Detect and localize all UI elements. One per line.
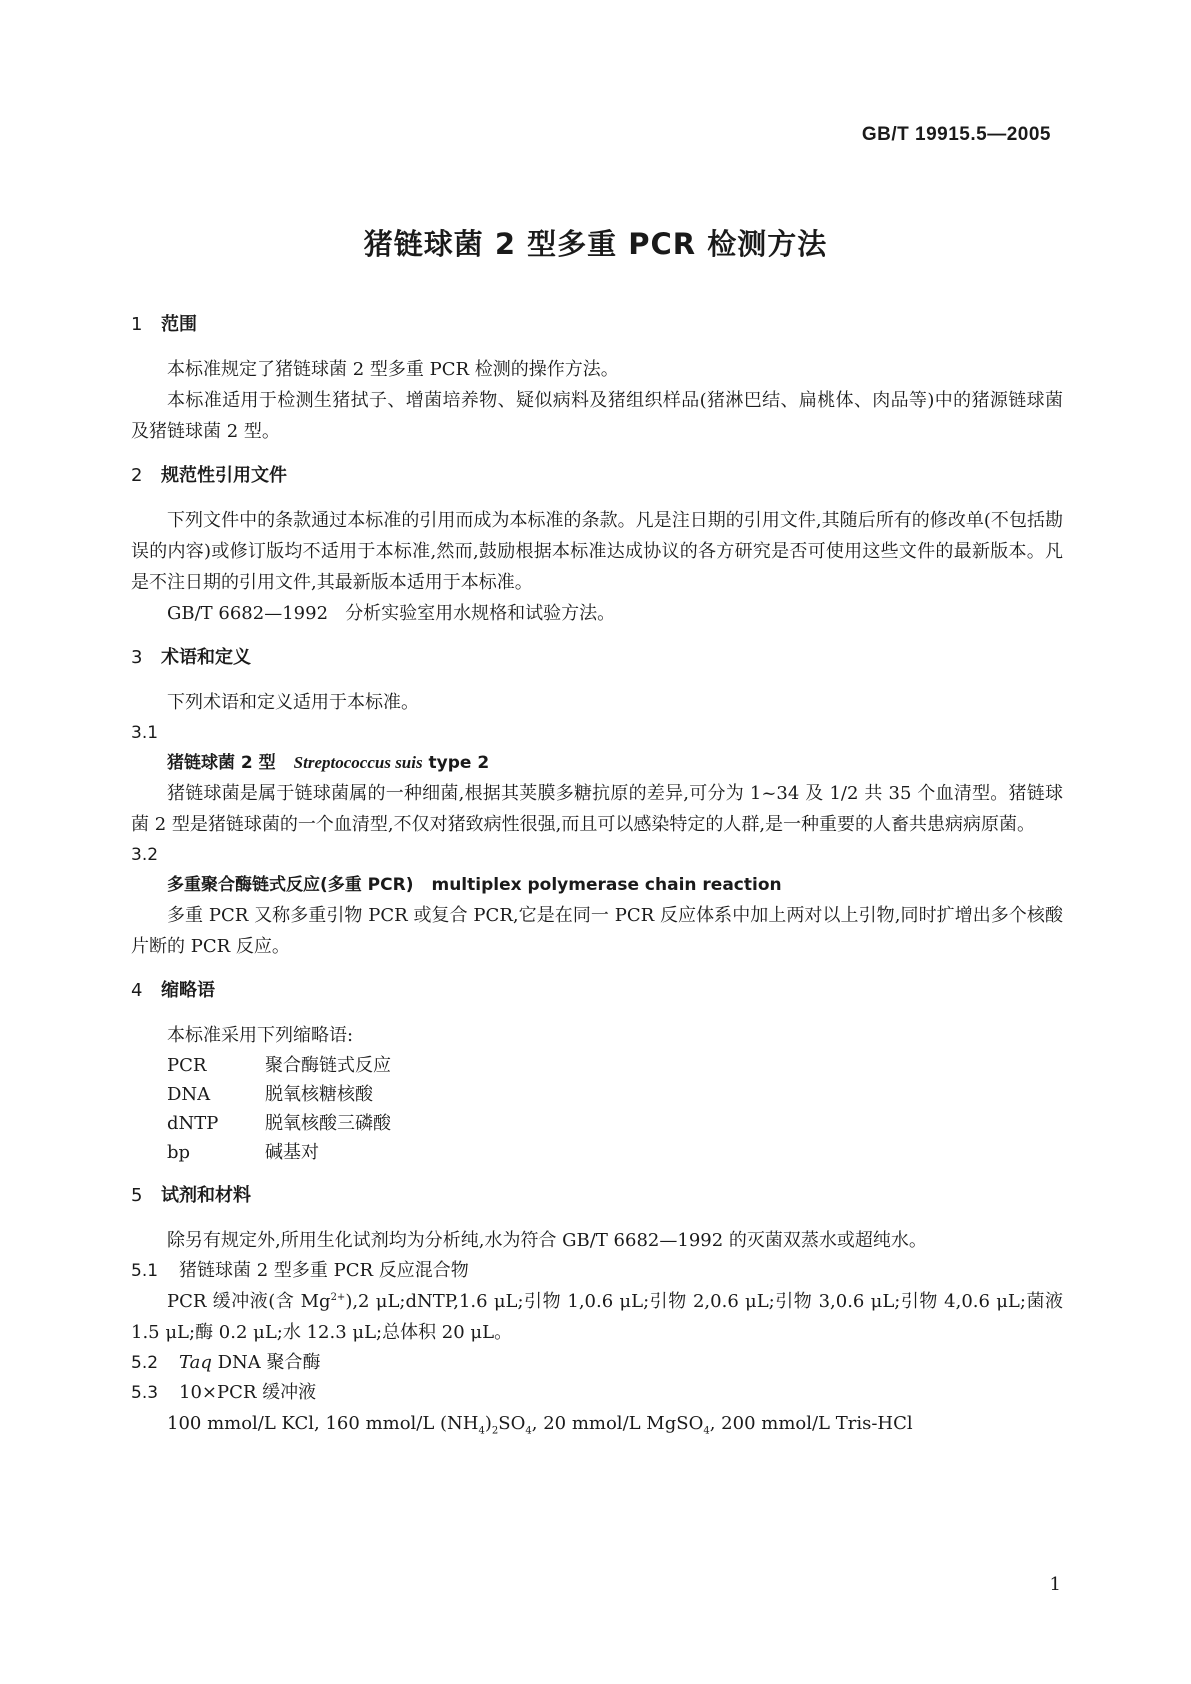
section-heading [131, 461, 1063, 491]
term-en [294, 753, 490, 773]
subclause-body [131, 1286, 1063, 1348]
term-title [131, 748, 1063, 778]
section-heading [131, 976, 1063, 1006]
term-number: 3.1 [131, 723, 159, 743]
term-en-rest: type 2 [428, 753, 490, 773]
document-body [131, 310, 1063, 1439]
subscript: 4 [525, 1425, 532, 1437]
reference-title: 分析实验室用水规格和试验方法。 [345, 603, 616, 624]
section-title: 规范性引用文件 [161, 465, 287, 486]
section-number: 5 [131, 1185, 143, 1206]
abbreviation-meaning: 脱氧核酸三磷酸 [265, 1113, 391, 1134]
text-run: SO [498, 1413, 526, 1434]
subscript: 4 [478, 1425, 485, 1437]
section-number: 3 [131, 647, 143, 668]
superscript: 2+ [330, 1292, 346, 1303]
section-title: 范围 [161, 314, 197, 335]
subclause-title: 猪链球菌 2 型多重 PCR 反应混合物 [179, 1260, 469, 1281]
term-definition: 猪链球菌是属于链球菌属的一种细菌,根据其荚膜多糖抗原的差异,可分为 1~34 及 1/2 共 35 个血清型。猪链球菌 2 型是猪链球菌的一个血清型,不仅对猪致病性很强,而且可以感染特定的人群,是一种重要的人畜共患病病原菌。 [131, 783, 1063, 835]
section-number: 1 [131, 314, 143, 335]
section-heading [131, 310, 1063, 340]
abbreviation-meaning: 聚合酶链式反应 [265, 1055, 391, 1076]
text-run: , 200 mmol/L Tris-HCl [709, 1413, 913, 1434]
abbreviation-meaning: 碱基对 [265, 1142, 319, 1163]
paragraph: 除另有规定外,所用生化试剂均为分析纯,水为符合 GB/T 6682—1992 的灭菌双蒸水或超纯水。 [167, 1230, 927, 1251]
term-zh: 猪链球菌 2 型 [167, 753, 276, 773]
abbreviation-row [131, 1138, 1063, 1167]
paragraph: 下列术语和定义适用于本标准。 [167, 692, 419, 713]
abbreviation-row [131, 1109, 1063, 1138]
subscript: 4 [703, 1425, 710, 1437]
term-definition: 多重 PCR 又称多重引物 PCR 或复合 PCR,它是在同一 PCR 反应体系中加上两对以上引物,同时扩增出多个核酸片断的 PCR 反应。 [131, 905, 1063, 957]
section-title: 缩略语 [161, 980, 215, 1001]
text-run: PCR 缓冲液(含 Mg [167, 1291, 331, 1312]
subclause-number: 5.2 [131, 1353, 159, 1373]
abbreviation: DNA [167, 1084, 211, 1105]
subclause-heading [131, 1348, 1063, 1378]
section-reagents [131, 1181, 1063, 1439]
subclause-heading [131, 1378, 1063, 1408]
abbreviation: dNTP [167, 1113, 219, 1134]
text-run: ) [484, 1413, 492, 1434]
term-en: multiplex polymerase chain reaction [431, 875, 782, 895]
paragraph: 本标准规定了猪链球菌 2 型多重 PCR 检测的操作方法。 [167, 359, 619, 380]
subscript: 2 [491, 1425, 499, 1437]
subclause-body [131, 1408, 1063, 1439]
paragraph: 本标准适用于检测生猪拭子、增菌培养物、疑似病料及猪组织样品(猪淋巴结、扁桃体、肉品等)中的猪源链球菌及猪链球菌 2 型。 [131, 390, 1063, 442]
section-normative-references [131, 461, 1063, 629]
page-number: 1 [1049, 1574, 1061, 1595]
reference-code: GB/T 6682—1992 [167, 603, 329, 624]
term-title [131, 870, 1063, 900]
subclause-title: DNA 聚合酶 [211, 1352, 321, 1373]
term-en-species: Streptococcus suis [293, 753, 423, 772]
subclause-title: 10×PCR 缓冲液 [179, 1382, 317, 1403]
abbreviation: bp [167, 1142, 191, 1163]
abbreviation-row [131, 1051, 1063, 1080]
paragraph: 下列文件中的条款通过本标准的引用而成为本标准的条款。凡是注日期的引用文件,其随后所有的修改单(不包括勘误的内容)或修订版均不适用于本标准,然而,鼓励根据本标准达成协议的各方研究是否可使用这些文件的最新版本。凡是不注日期的引用文件,其最新版本适用于本标准。 [131, 510, 1063, 593]
text-run: , 20 mmol/L MgSO [531, 1413, 704, 1434]
subclause-number: 5.3 [131, 1383, 159, 1403]
subclause-heading [131, 1256, 1063, 1286]
section-heading [131, 1181, 1063, 1211]
section-title: 术语和定义 [161, 647, 251, 668]
paragraph: 本标准采用下列缩略语: [167, 1025, 354, 1046]
term-zh: 多重聚合酶链式反应(多重 PCR) [167, 875, 414, 895]
abbreviation-row [131, 1080, 1063, 1109]
section-abbreviations [131, 976, 1063, 1167]
section-scope [131, 310, 1063, 447]
document-title: 猪链球菌 2 型多重 PCR 检测方法 [363, 227, 828, 261]
section-number: 2 [131, 465, 143, 486]
section-terms [131, 643, 1063, 962]
section-title: 试剂和材料 [161, 1185, 251, 1206]
standard-number: GB/T 19915.5—2005 [861, 124, 1051, 145]
section-heading [131, 643, 1063, 673]
term-number: 3.2 [131, 845, 159, 865]
abbreviation-meaning: 脱氧核糖核酸 [265, 1084, 373, 1105]
text-run: ),2 μL;dNTP,1.6 μL;引物 1,0.6 μL;引物 2,0.6 μL;引物 3,0.6 μL;引物 4,0.6 μL;菌液 1.5 μL;酶 0.2 μL;水 12.3 μL;总体积 20 μL。 [131, 1291, 1063, 1343]
subclause-number: 5.1 [131, 1261, 159, 1281]
reference-entry [131, 598, 1063, 629]
abbreviation: PCR [167, 1055, 207, 1076]
text-run: 100 mmol/L KCl, 160 mmol/L (NH [167, 1413, 479, 1434]
subclause-title-italic: Taq [179, 1352, 212, 1373]
section-number: 4 [131, 980, 143, 1001]
